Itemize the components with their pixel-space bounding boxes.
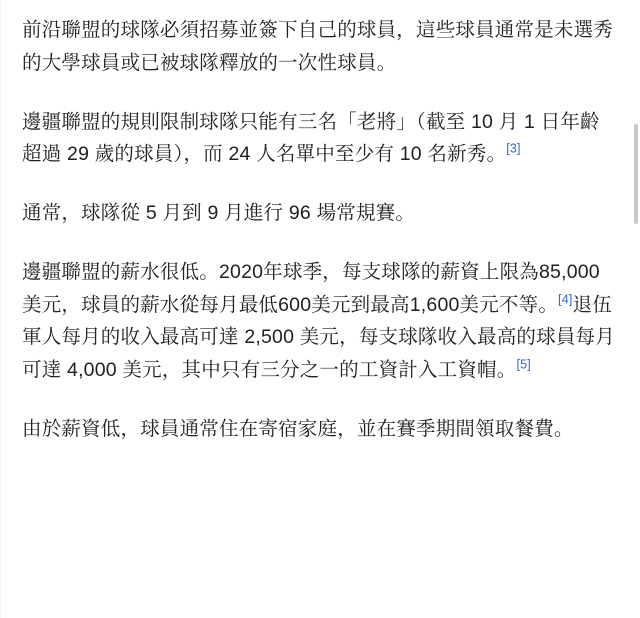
paragraph-text: 邊疆聯盟的規則限制球隊只能有三名「老將」（截至 10 月 1 日年齡超過 29 歲的球員），而 24 人名單中至少有 10 名新秀。 [22, 110, 600, 166]
paragraph-text: 邊疆聯盟的薪水很低。2020年球季，每支球隊的薪資上限為85,000美元，球員的薪水從每月最低600美元到最高1,600美元不等。 [22, 260, 600, 316]
page-left-edge [0, 0, 1, 618]
paragraph-text: 通常，球隊從 5 月到 9 月進行 96 場常規賽。 [22, 202, 416, 224]
paragraph [22, 256, 618, 387]
paragraph [22, 106, 618, 172]
paragraph-text: 由於薪資低，球員通常住在寄宿家庭，並在賽季期間領取餐費。 [22, 417, 574, 440]
scrollbar-thumb[interactable] [634, 124, 638, 224]
paragraph [22, 14, 618, 80]
vertical-scrollbar[interactable] [633, 0, 640, 618]
paragraph [22, 413, 618, 446]
paragraph-text: 前沿聯盟的球隊必須招募並簽下自己的球員，這些球員通常是未選秀的大學球員或已被球隊釋放的一次性球員。 [22, 19, 614, 74]
paragraph-text: 退伍軍人每月的收入最高可達 2,500 美元，每支球隊收入最高的球員每月可達 4,000 美元，其中只有三分之一的工資計入工資帽。 [22, 293, 615, 381]
citation-reference-link[interactable]: [4] [558, 292, 573, 306]
citation-reference-link[interactable]: [5] [516, 357, 531, 372]
citation-reference-link[interactable]: [3] [506, 141, 521, 156]
paragraph [22, 197, 618, 230]
